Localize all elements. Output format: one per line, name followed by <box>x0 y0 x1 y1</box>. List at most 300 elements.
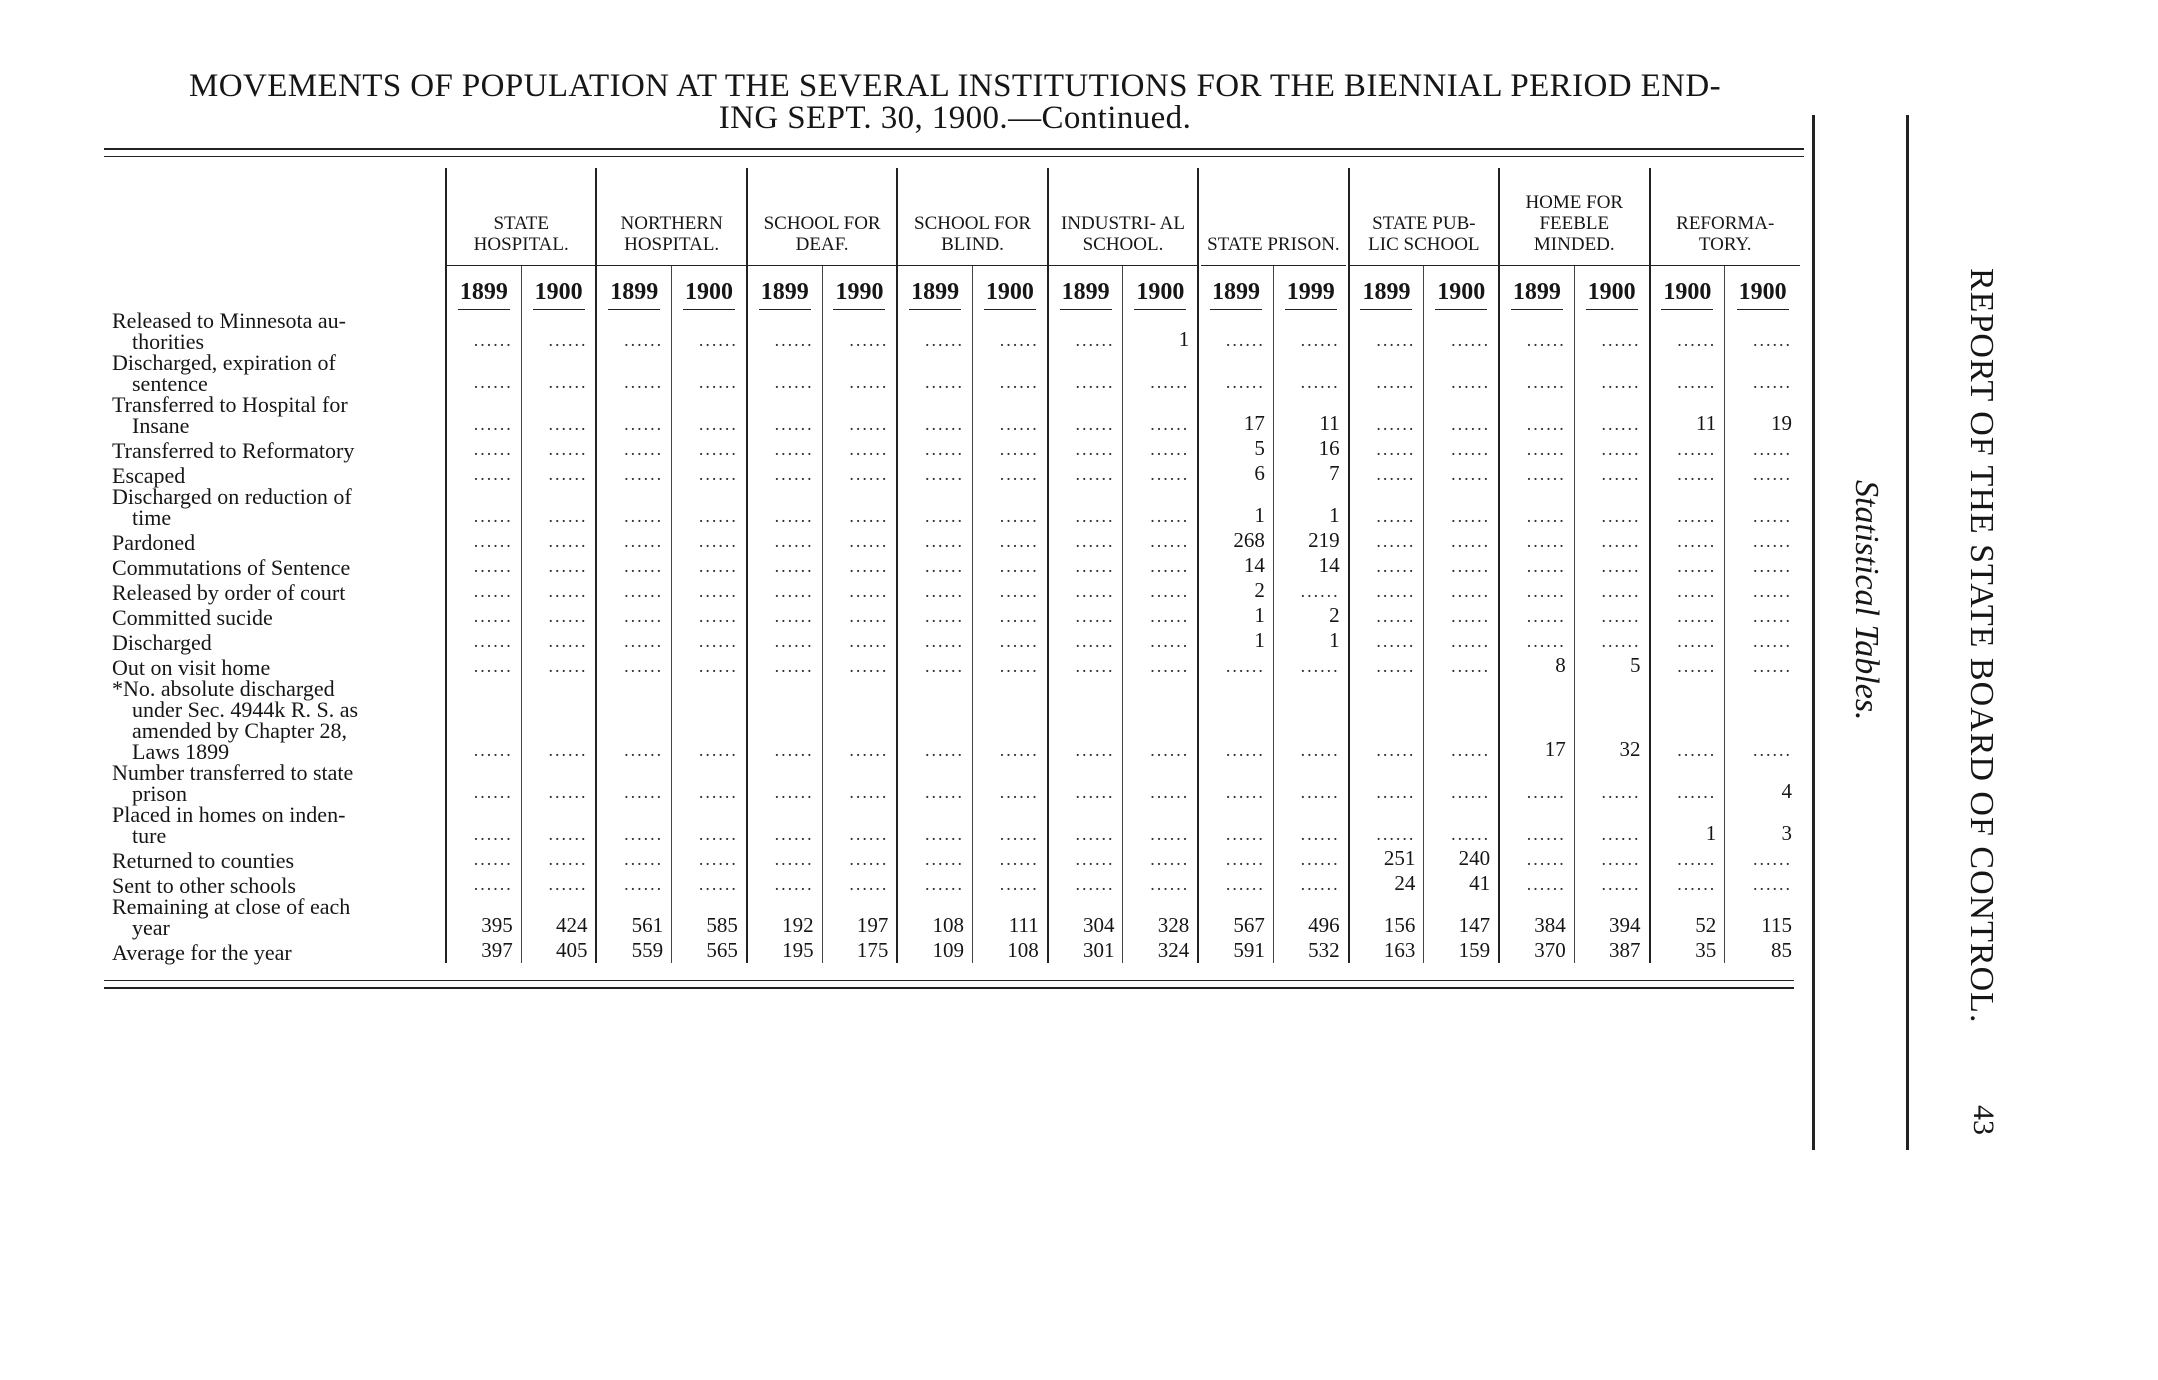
cell-value: 532 <box>1308 938 1340 962</box>
value-cell <box>822 871 897 896</box>
leader-dots: ...... <box>1451 506 1491 526</box>
value-cell <box>1725 628 1800 653</box>
value-cell <box>1424 628 1499 653</box>
row-label <box>100 762 446 804</box>
leader-dots: ...... <box>1376 824 1416 844</box>
population-movement-table <box>100 168 1800 963</box>
value-cell <box>1725 310 1800 352</box>
value-cell <box>822 394 897 436</box>
leader-dots: ...... <box>698 849 738 869</box>
value-cell <box>1650 394 1725 436</box>
value-cell <box>672 528 747 553</box>
leader-dots: ...... <box>1150 606 1190 626</box>
value-cell <box>1574 310 1649 352</box>
value-cell <box>1349 762 1424 804</box>
value-cell <box>1650 804 1725 846</box>
value-cell <box>1650 628 1725 653</box>
leader-dots: ...... <box>473 581 513 601</box>
leader-dots: ...... <box>624 414 664 434</box>
value-cell <box>1574 528 1649 553</box>
year-header <box>897 266 972 310</box>
leader-dots: ...... <box>774 874 814 894</box>
leader-dots: ...... <box>698 439 738 459</box>
value-cell <box>672 461 747 486</box>
value-cell <box>1499 762 1574 804</box>
leader-dots: ...... <box>999 740 1039 760</box>
value-cell <box>521 486 596 528</box>
value-cell <box>446 938 521 963</box>
value-cell <box>1574 578 1649 603</box>
value-cell <box>1123 486 1198 528</box>
value-cell <box>1123 938 1198 963</box>
leader-dots: ...... <box>1677 439 1717 459</box>
cell-value: 6 <box>1254 461 1265 485</box>
leader-dots: ...... <box>1376 506 1416 526</box>
value-cell <box>521 846 596 871</box>
leader-dots: ...... <box>1451 782 1491 802</box>
value-cell <box>521 762 596 804</box>
value-cell <box>1424 871 1499 896</box>
row-label-line: sentence <box>132 371 208 396</box>
row-label-line: Discharged on reduction of <box>112 484 352 509</box>
value-cell <box>1650 578 1725 603</box>
leader-dots: ...... <box>925 606 965 626</box>
value-cell <box>672 394 747 436</box>
value-cell <box>672 762 747 804</box>
row-label-line: Placed in homes on inden- <box>112 802 346 827</box>
value-cell <box>446 896 521 938</box>
value-cell <box>1650 553 1725 578</box>
row-label <box>100 846 446 871</box>
leader-dots: ...... <box>1451 531 1491 551</box>
value-cell <box>1198 528 1273 553</box>
value-cell <box>973 436 1048 461</box>
leader-dots: ...... <box>1601 372 1641 392</box>
leader-dots: ...... <box>548 506 588 526</box>
year-header <box>1349 266 1424 310</box>
value-cell <box>1650 310 1725 352</box>
value-cell <box>1424 578 1499 603</box>
leader-dots: ...... <box>849 824 889 844</box>
leader-dots: ...... <box>925 849 965 869</box>
value-cell <box>672 804 747 846</box>
leader-dots: ...... <box>698 631 738 651</box>
leader-dots: ...... <box>1075 656 1115 676</box>
row-label-line: time <box>132 505 172 530</box>
value-cell <box>822 846 897 871</box>
cell-value: 108 <box>1007 938 1039 962</box>
leader-dots: ...... <box>849 531 889 551</box>
year-header <box>1048 266 1123 310</box>
value-cell <box>1424 938 1499 963</box>
year-header <box>1273 266 1348 310</box>
value-cell <box>1123 762 1198 804</box>
value-cell <box>596 871 671 896</box>
leader-dots: ...... <box>999 631 1039 651</box>
leader-dots: ...... <box>849 581 889 601</box>
value-cell <box>822 678 897 762</box>
cell-value: 147 <box>1458 913 1491 937</box>
cell-value: 108 <box>932 913 965 937</box>
value-cell <box>822 603 897 628</box>
leader-dots: ...... <box>698 606 738 626</box>
value-cell <box>1574 896 1649 938</box>
leader-dots: ...... <box>999 581 1039 601</box>
value-cell <box>1273 896 1348 938</box>
value-cell <box>1198 628 1273 653</box>
value-cell <box>973 804 1048 846</box>
leader-dots: ...... <box>1376 531 1416 551</box>
row-label-line: Commutations of Sentence <box>112 555 351 580</box>
value-cell <box>973 896 1048 938</box>
value-cell <box>672 678 747 762</box>
value-cell <box>672 628 747 653</box>
leader-dots: ...... <box>473 506 513 526</box>
leader-dots: ...... <box>473 849 513 869</box>
leader-dots: ...... <box>1526 464 1566 484</box>
value-cell <box>1574 461 1649 486</box>
institution-header-row <box>100 168 1800 266</box>
value-cell <box>521 310 596 352</box>
leader-dots: ...... <box>849 782 889 802</box>
cell-value: 197 <box>856 913 889 937</box>
leader-dots: ...... <box>698 414 738 434</box>
leader-dots: ...... <box>1526 606 1566 626</box>
cell-value: 2 <box>1329 603 1340 627</box>
cell-value: 370 <box>1534 938 1566 962</box>
cell-value: 1 <box>1329 628 1340 652</box>
row-label-line: Pardoned <box>112 530 196 555</box>
value-cell <box>521 628 596 653</box>
value-cell <box>1725 762 1800 804</box>
table-row <box>100 578 1800 603</box>
leader-dots: ...... <box>624 506 664 526</box>
leader-dots: ...... <box>1753 464 1792 484</box>
page-number: 43 <box>1967 1105 2000 1135</box>
value-cell <box>897 678 972 762</box>
leader-dots: ...... <box>1075 581 1115 601</box>
value-cell <box>1650 461 1725 486</box>
leader-dots: ...... <box>774 372 814 392</box>
value-cell <box>1499 310 1574 352</box>
leader-dots: ...... <box>1677 740 1717 760</box>
leader-dots: ...... <box>1150 849 1190 869</box>
leader-dots: ...... <box>999 656 1039 676</box>
cell-value: 24 <box>1394 871 1416 895</box>
leader-dots: ...... <box>1376 581 1416 601</box>
leader-dots: ...... <box>1225 372 1265 392</box>
cell-value: 561 <box>631 913 664 937</box>
leader-dots: ...... <box>1376 631 1416 651</box>
leader-dots: ...... <box>1150 372 1190 392</box>
value-cell <box>521 352 596 394</box>
leader-dots: ...... <box>1300 656 1340 676</box>
value-cell <box>1574 603 1649 628</box>
value-cell <box>1725 653 1800 678</box>
value-cell <box>822 486 897 528</box>
institution-header <box>446 168 596 266</box>
leader-dots: ...... <box>999 874 1039 894</box>
leader-dots: ...... <box>473 824 513 844</box>
leader-dots: ...... <box>1075 849 1115 869</box>
leader-dots: ...... <box>999 824 1039 844</box>
value-cell <box>973 628 1048 653</box>
leader-dots: ...... <box>1150 782 1190 802</box>
table-row <box>100 653 1800 678</box>
value-cell <box>1725 486 1800 528</box>
leader-dots: ...... <box>1753 330 1792 350</box>
value-cell <box>1650 603 1725 628</box>
leader-dots: ...... <box>1075 506 1115 526</box>
value-cell <box>1349 938 1424 963</box>
cell-value: 1 <box>1254 503 1265 527</box>
leader-dots: ...... <box>1150 581 1190 601</box>
leader-dots: ...... <box>548 824 588 844</box>
value-cell <box>822 896 897 938</box>
leader-dots: ...... <box>548 849 588 869</box>
value-cell <box>1198 352 1273 394</box>
institution-name: REFORMA- TORY. <box>1651 213 1801 266</box>
row-label-line: prison <box>132 781 187 806</box>
leader-dots: ...... <box>473 782 513 802</box>
value-cell <box>747 436 822 461</box>
cell-value: 268 <box>1233 528 1265 552</box>
table-body <box>100 310 1800 963</box>
value-cell <box>897 352 972 394</box>
leader-dots: ...... <box>774 581 814 601</box>
leader-dots: ...... <box>548 330 588 350</box>
leader-dots: ...... <box>624 531 664 551</box>
value-cell <box>596 762 671 804</box>
cell-value: 11 <box>1695 411 1717 435</box>
value-cell <box>1725 678 1800 762</box>
value-cell <box>1424 653 1499 678</box>
top-rule-thin <box>104 156 1804 157</box>
row-label <box>100 804 446 846</box>
leader-dots: ...... <box>698 506 738 526</box>
value-cell <box>1198 436 1273 461</box>
cell-value: 2 <box>1254 578 1265 602</box>
value-cell <box>1499 603 1574 628</box>
leader-dots: ...... <box>473 414 513 434</box>
cell-value: 11 <box>1319 411 1340 435</box>
value-cell <box>1574 938 1649 963</box>
leader-dots: ...... <box>548 414 588 434</box>
leader-dots: ...... <box>624 372 664 392</box>
leader-dots: ...... <box>1526 782 1566 802</box>
leader-dots: ...... <box>774 782 814 802</box>
value-cell <box>1725 804 1800 846</box>
value-cell <box>1574 846 1649 871</box>
value-cell <box>672 310 747 352</box>
value-cell <box>1650 436 1725 461</box>
value-cell <box>1574 871 1649 896</box>
row-label-line: Released by order of court <box>112 580 346 605</box>
leader-dots: ...... <box>849 414 889 434</box>
value-cell <box>1725 553 1800 578</box>
table-row <box>100 938 1800 963</box>
leader-dots: ...... <box>774 464 814 484</box>
cell-value: 175 <box>856 938 889 962</box>
outer-rule-right <box>1906 115 1909 1150</box>
leader-dots: ...... <box>1753 556 1792 576</box>
leader-dots: ...... <box>1601 330 1641 350</box>
value-cell <box>596 578 671 603</box>
value-cell <box>446 871 521 896</box>
leader-dots: ...... <box>1451 824 1491 844</box>
cell-value: 19 <box>1771 411 1792 435</box>
value-cell <box>1574 678 1649 762</box>
leader-dots: ...... <box>624 581 664 601</box>
value-cell <box>973 938 1048 963</box>
value-cell <box>1273 938 1348 963</box>
value-cell <box>897 938 972 963</box>
leader-dots: ...... <box>1150 531 1190 551</box>
value-cell <box>897 436 972 461</box>
leader-dots: ...... <box>1451 740 1491 760</box>
institution-header <box>897 168 1047 266</box>
value-cell <box>596 938 671 963</box>
leader-dots: ...... <box>698 372 738 392</box>
value-cell <box>973 394 1048 436</box>
value-cell <box>1574 486 1649 528</box>
value-cell <box>1198 461 1273 486</box>
value-cell <box>672 846 747 871</box>
year-header <box>747 266 822 310</box>
leader-dots: ...... <box>1075 740 1115 760</box>
row-label-line: Average for the year <box>112 940 292 965</box>
institution-name: STATE HOSPITAL. <box>447 213 595 266</box>
cell-value: 559 <box>631 938 664 962</box>
leader-dots: ...... <box>925 556 965 576</box>
value-cell <box>1273 678 1348 762</box>
value-cell <box>897 461 972 486</box>
leader-dots: ...... <box>999 531 1039 551</box>
leader-dots: ...... <box>473 740 513 760</box>
year-label: 1899 <box>1060 279 1112 310</box>
value-cell <box>596 553 671 578</box>
value-cell <box>521 578 596 603</box>
leader-dots: ...... <box>1075 874 1115 894</box>
value-cell <box>1650 653 1725 678</box>
value-cell <box>1499 553 1574 578</box>
row-label-line: year <box>132 915 170 940</box>
value-cell <box>897 762 972 804</box>
leader-dots: ...... <box>1150 506 1190 526</box>
leader-dots: ...... <box>999 556 1039 576</box>
value-cell <box>747 871 822 896</box>
leader-dots: ...... <box>925 581 965 601</box>
value-cell <box>672 578 747 603</box>
leader-dots: ...... <box>548 464 588 484</box>
value-cell <box>897 896 972 938</box>
leader-dots: ...... <box>774 506 814 526</box>
value-cell <box>672 486 747 528</box>
leader-dots: ...... <box>698 874 738 894</box>
value-cell <box>747 804 822 846</box>
value-cell <box>1123 871 1198 896</box>
value-cell <box>1349 871 1424 896</box>
value-cell <box>1424 352 1499 394</box>
value-cell <box>1499 846 1574 871</box>
value-cell <box>1349 896 1424 938</box>
row-label-line: ture <box>132 823 167 848</box>
row-label <box>100 678 446 762</box>
leader-dots: ...... <box>1677 606 1717 626</box>
value-cell <box>1198 896 1273 938</box>
cell-value: 387 <box>1609 938 1641 962</box>
leader-dots: ...... <box>473 464 513 484</box>
value-cell <box>1198 938 1273 963</box>
leader-dots: ...... <box>774 606 814 626</box>
value-cell <box>822 578 897 603</box>
value-cell <box>1273 603 1348 628</box>
leader-dots: ...... <box>1601 506 1641 526</box>
value-cell <box>1048 846 1123 871</box>
cell-value: 324 <box>1157 938 1190 962</box>
value-cell <box>521 678 596 762</box>
leader-dots: ...... <box>1526 556 1566 576</box>
value-cell <box>1198 578 1273 603</box>
leader-dots: ...... <box>624 656 664 676</box>
value-cell <box>1499 486 1574 528</box>
year-label: 1900 <box>533 279 585 310</box>
value-cell <box>1198 486 1273 528</box>
leader-dots: ...... <box>1150 439 1190 459</box>
value-cell <box>1273 461 1348 486</box>
leader-dots: ...... <box>1601 782 1641 802</box>
leader-dots: ...... <box>1601 824 1641 844</box>
leader-dots: ...... <box>1677 656 1717 676</box>
leader-dots: ...... <box>1451 556 1491 576</box>
leader-dots: ...... <box>1451 414 1491 434</box>
leader-dots: ...... <box>1300 740 1340 760</box>
year-header <box>822 266 897 310</box>
leader-dots: ...... <box>849 656 889 676</box>
year-header <box>1650 266 1725 310</box>
value-cell <box>1048 804 1123 846</box>
value-cell <box>822 804 897 846</box>
row-label-line: Discharged, expiration of <box>112 350 336 375</box>
bottom-rule <box>104 987 1794 989</box>
year-label: 1900 <box>984 279 1036 310</box>
row-label <box>100 310 446 352</box>
leader-dots: ...... <box>925 782 965 802</box>
leader-dots: ...... <box>1677 631 1717 651</box>
cell-value: 17 <box>1243 411 1265 435</box>
value-cell <box>1198 394 1273 436</box>
year-label: 1899 <box>1511 279 1563 310</box>
leader-dots: ...... <box>1526 372 1566 392</box>
value-cell <box>1349 394 1424 436</box>
value-cell <box>1123 896 1198 938</box>
value-cell <box>1499 871 1574 896</box>
leader-dots: ...... <box>1225 330 1265 350</box>
leader-dots: ...... <box>698 531 738 551</box>
value-cell <box>1123 628 1198 653</box>
year-header <box>521 266 596 310</box>
leader-dots: ...... <box>624 849 664 869</box>
value-cell <box>672 603 747 628</box>
table-row <box>100 394 1800 436</box>
value-cell <box>1349 603 1424 628</box>
year-header <box>1198 266 1273 310</box>
value-cell <box>973 553 1048 578</box>
year-header <box>1725 266 1800 310</box>
value-cell <box>1650 871 1725 896</box>
value-cell <box>1424 678 1499 762</box>
cell-value: 384 <box>1534 913 1566 937</box>
